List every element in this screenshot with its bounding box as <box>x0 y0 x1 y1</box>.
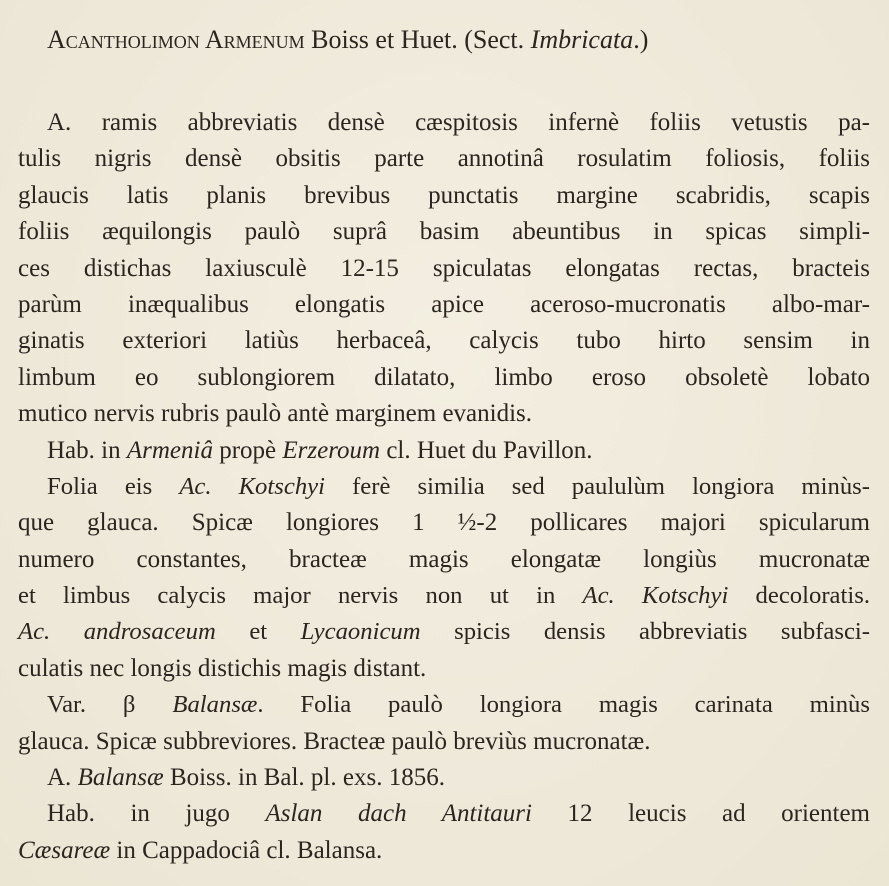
text-segment: propè <box>212 436 283 464</box>
italic-text: Aslan dach Antitauri <box>265 800 532 828</box>
text-segment: in Cappadociâ cl. Balansa. <box>110 836 383 864</box>
text-segment: decoloratis. <box>728 582 871 610</box>
text-segment: mutico nervis rubris paulò antè marginem evanidis. <box>18 400 533 428</box>
text-line <box>18 251 870 287</box>
text-line <box>18 360 870 396</box>
text-segment: Var. β <box>47 691 173 719</box>
italic-text: Balansæ <box>77 764 164 792</box>
text-line <box>18 796 870 832</box>
description-text <box>18 105 870 869</box>
text-line <box>18 141 870 177</box>
italic-text: Ac. Kotschyi <box>582 582 729 610</box>
text-line <box>18 724 870 760</box>
text-line <box>18 105 870 141</box>
text-segment: ces distichas laxiusculè 12-15 spiculatas elongatas rectas, bracteis <box>18 254 870 282</box>
text-line <box>18 323 870 359</box>
text-line <box>18 178 870 214</box>
italic-text: Lycaonicum <box>300 618 421 646</box>
text-segment: ferè similia sed paululùm longiora minùs- <box>325 472 870 500</box>
text-line <box>18 578 870 614</box>
text-segment: 12 leucis ad orientem <box>531 800 870 828</box>
italic-text: Balansæ <box>172 691 258 719</box>
italic-text: Ac. Kotschyi <box>179 472 325 500</box>
text-segment: ginatis exteriori latiùs herbaceâ, calycis tubo hirto sensim in <box>18 327 870 355</box>
text-segment: Folia eis <box>47 472 180 500</box>
heading-close: .) <box>633 25 649 54</box>
italic-text: Cæsareæ <box>18 836 111 864</box>
species-name: Acantholimon Armenum <box>47 25 305 54</box>
italic-text: Armeniâ <box>126 436 213 464</box>
text-line <box>18 396 870 432</box>
text-segment: Hab. in jugo <box>47 800 266 828</box>
text-segment: spicis densis abbreviatis subfasci- <box>420 618 870 646</box>
italic-text: Ac. androsaceum <box>18 618 216 646</box>
text-line <box>18 469 870 505</box>
text-segment: culatis nec longis distichis magis distant. <box>18 654 427 682</box>
text-segment: cl. Huet du Pavillon. <box>380 436 593 464</box>
text-segment: glauca. Spicæ subbreviores. Bracteæ paulò breviùs mucronatæ. <box>18 727 651 755</box>
text-segment: foliis æquilongis paulò suprâ basim abeuntibus in spicas simpli- <box>18 218 870 246</box>
text-segment: numero constantes, bracteæ magis elongatæ longiùs mucronatæ <box>18 545 870 573</box>
italic-text: Erzeroum <box>282 436 381 464</box>
text-line <box>18 433 870 469</box>
text-line <box>18 214 870 250</box>
text-line <box>18 687 870 723</box>
text-segment: A. ramis abbreviatis densè cæspitosis infernè foliis vetustis pa- <box>47 109 870 136</box>
text-segment: glaucis latis planis brevibus punctatis margine scabridis, scapis <box>18 181 870 209</box>
text-segment: Boiss. in Bal. pl. exs. 1856. <box>163 764 445 792</box>
species-heading <box>47 22 648 58</box>
text-line <box>18 505 870 541</box>
text-segment: tulis nigris densè obsitis parte annotinâ rosulatim foliosis, foliis <box>18 145 870 173</box>
text-segment: et <box>215 618 301 646</box>
text-line <box>18 651 870 687</box>
text-line <box>18 760 870 796</box>
text-segment: Hab. in <box>47 436 127 464</box>
section-name: Imbricata <box>530 25 634 54</box>
text-line <box>18 287 870 323</box>
text-segment: . Folia paulò longiora magis carinata minùs <box>257 691 870 719</box>
text-segment: que glauca. Spicæ longiores 1 ½-2 pollicares majori spicularum <box>18 509 870 537</box>
species-author: Boiss et Huet. (Sect. <box>304 25 531 54</box>
text-segment: et limbus calycis major nervis non ut in <box>18 582 583 610</box>
text-segment: limbum eo sublongiorem dilatato, limbo eroso obsoletè lobato <box>18 363 870 391</box>
text-line <box>18 542 870 578</box>
text-line <box>18 614 870 650</box>
text-line <box>18 833 870 869</box>
text-segment: A. <box>47 764 78 792</box>
text-segment: parùm inæqualibus elongatis apice aceroso-mucronatis albo-mar- <box>18 290 870 318</box>
